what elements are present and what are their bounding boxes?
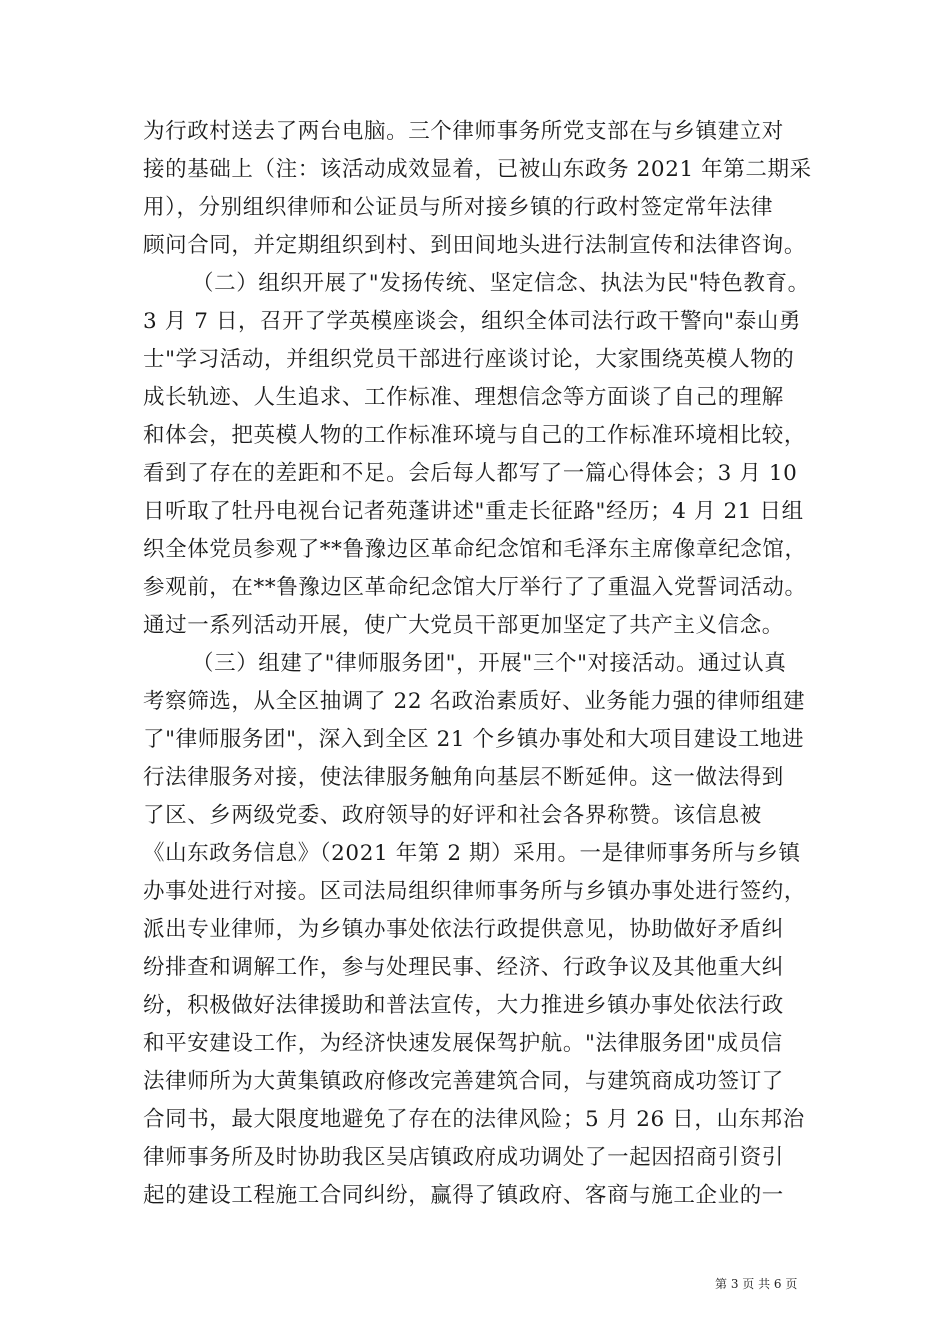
- text-line: 织全体党员参观了**鲁豫边区革命纪念馆和毛泽东主席像章纪念馆，: [143, 537, 807, 562]
- text-line: 了"律师服务团"，深入到全区 21 个乡镇办事处和大项目建设工地进: [143, 727, 805, 752]
- text-line: 纷排查和调解工作，参与处理民事、经济、行政争议及其他重大纠: [143, 955, 784, 980]
- text-line: 为行政村送去了两台电脑。三个律师事务所党支部在与乡镇建立对: [143, 119, 784, 144]
- text-line: 《山东政务信息》（2021 年第 2 期）采用。一是律师事务所与乡镇: [143, 841, 801, 866]
- text-line: 日听取了牡丹电视台记者苑蓬讲述"重走长征路"经历；4 月 21 日组: [143, 499, 804, 524]
- text-line: 士"学习活动，并组织党员干部进行座谈讨论，大家围绕英模人物的: [143, 347, 795, 372]
- text-line: 顾问合同，并定期组织到村、到田间地头进行法制宣传和法律咨询。: [143, 233, 807, 258]
- text-line: 成长轨迹、人生追求、工作标准、理想信念等方面谈了自己的理解: [143, 385, 784, 410]
- text-line: 和体会，把英模人物的工作标准环境与自己的工作标准环境相比较，: [143, 423, 807, 448]
- text-line: 办事处进行对接。区司法局组织律师事务所与乡镇办事处进行签约，: [143, 879, 807, 904]
- text-line: 通过一系列活动开展，使广大党员干部更加坚定了共产主义信念。: [143, 613, 784, 638]
- text-line: 派出专业律师，为乡镇办事处依法行政提供意见，协助做好矛盾纠: [143, 917, 784, 942]
- text-line: 纷，积极做好法律援助和普法宣传，大力推进乡镇办事处依法行政: [143, 993, 784, 1018]
- text-line: 用），分别组织律师和公证员与所对接乡镇的行政村签定常年法律: [143, 195, 774, 220]
- paragraph-three-heading: （三）组建了"律师服务团"，开展"三个"对接活动。通过认真: [192, 651, 787, 676]
- text-line: 接的基础上（注：该活动成效显着，已被山东政务 2021 年第二期采: [143, 157, 812, 182]
- text-line: 法律师所为大黄集镇政府修改完善建筑合同，与建筑商成功签订了: [143, 1069, 784, 1094]
- text-line: 了区、乡两级党委、政府领导的好评和社会各界称赞。该信息被: [143, 803, 762, 828]
- text-line: 合同书，最大限度地避免了存在的法律风险；5 月 26 日，山东邦治: [143, 1107, 805, 1132]
- text-line: 起的建设工程施工合同纠纷，赢得了镇政府、客商与施工企业的一: [143, 1183, 784, 1208]
- page-number: 第 3 页 共 6 页: [715, 1277, 798, 1291]
- text-line: 考察筛选，从全区抽调了 22 名政治素质好、业务能力强的律师组建: [143, 689, 806, 714]
- text-line: 3 月 7 日，召开了学英模座谈会，组织全体司法行政干警向"泰山勇: [143, 309, 802, 334]
- text-line: 看到了存在的差距和不足。会后每人都写了一篇心得体会；3 月 10: [143, 461, 798, 486]
- text-line: 行法律服务对接，使法律服务触角向基层不断延伸。这一做法得到: [143, 765, 784, 790]
- paragraph-two-heading: （二）组织开展了"发扬传统、坚定信念、执法为民"特色教育。: [192, 271, 810, 296]
- text-line: 参观前，在**鲁豫边区革命纪念馆大厅举行了了重温入党誓词活动。: [143, 575, 807, 600]
- text-line: 律师事务所及时协助我区吴店镇政府成功调处了一起因招商引资引: [143, 1145, 784, 1170]
- text-line: 和平安建设工作，为经济快速发展保驾护航。"法律服务团"成员信: [143, 1031, 783, 1056]
